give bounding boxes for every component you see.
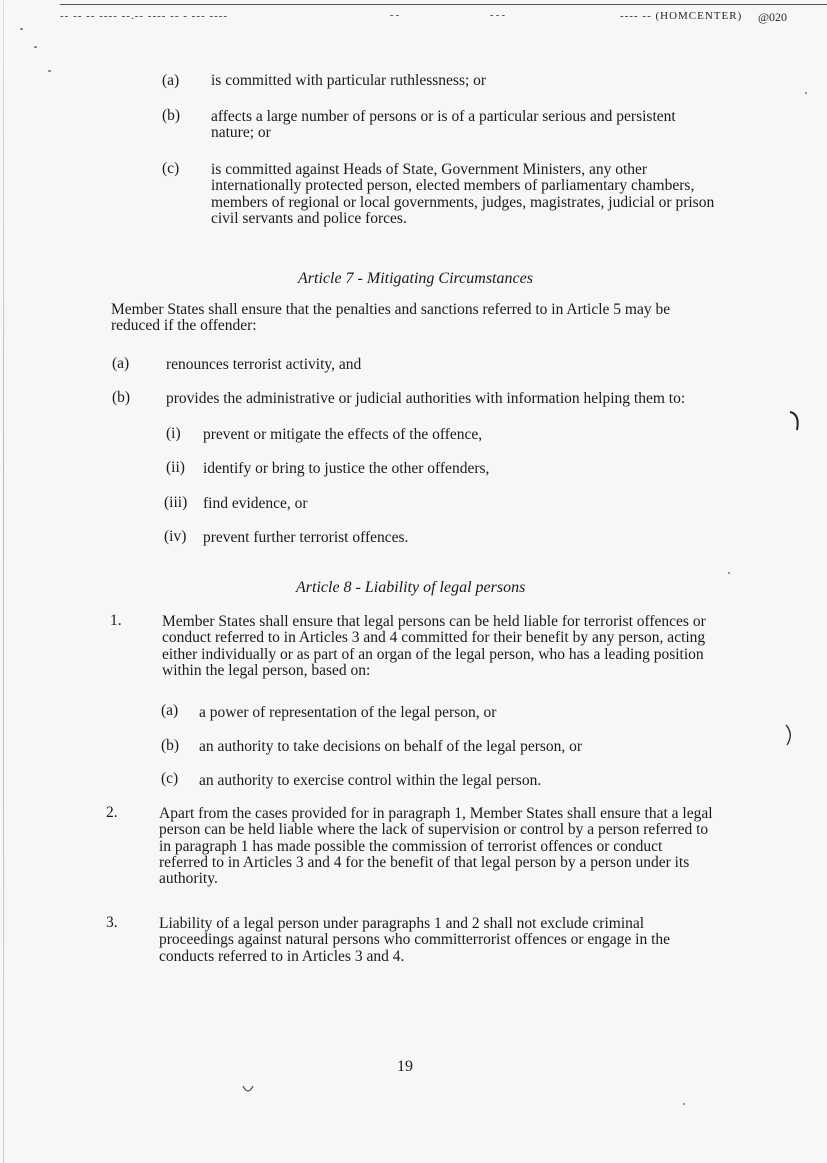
sub-item-label: (iii) bbox=[164, 494, 188, 511]
sub-item-text: prevent further terrorist offences. bbox=[203, 529, 409, 546]
list-item-label: (b) bbox=[162, 107, 181, 124]
fax-header-rule bbox=[60, 4, 827, 5]
list-item-label: (a) bbox=[112, 355, 130, 372]
paragraph-number: 1. bbox=[110, 612, 122, 629]
scan-speck bbox=[683, 1103, 685, 1105]
list-item-text: affects a large number of persons or is of a particular serious and persistent nature; or bbox=[211, 108, 676, 142]
sub-item-label: (c) bbox=[161, 770, 179, 787]
scan-edge bbox=[3, 0, 4, 1163]
list-item-text: renounces terrorist activity, and bbox=[166, 356, 362, 373]
page-number: 19 bbox=[397, 1058, 413, 1075]
list-item-text: provides the administrative or judicial authorities with information helping them to: bbox=[166, 390, 686, 407]
sub-item-label: (i) bbox=[166, 425, 181, 442]
article-7-heading: Article 7 - Mitigating Circumstances bbox=[298, 270, 533, 287]
article-7-intro: Member States shall ensure that the penalties and sanctions referred to in Article 5 may be reduced if the offender: bbox=[111, 301, 671, 335]
scan-mark bbox=[240, 1082, 256, 1096]
list-item-text: is committed against Heads of State, Government Ministers, any other internationally protected person, elected members of parliamentary chambers, members of regional or local governments, judges, magistrates, judicial or prison civil servants and police forces. bbox=[211, 161, 715, 227]
punch-hole-mark bbox=[786, 408, 806, 436]
paragraph-text: Liability of a legal person under paragraphs 1 and 2 shall not exclude criminal proceedings against natural persons who committerrorist offences or engage in the conducts referred to in Articles 3 and 4. bbox=[159, 915, 671, 965]
fax-header-sender: ---- -- (HOMCENTER) bbox=[620, 10, 743, 22]
sub-item-label: (iv) bbox=[164, 528, 187, 545]
punch-hole-mark bbox=[783, 722, 799, 748]
list-item-label: (b) bbox=[112, 389, 131, 406]
sub-item-text: find evidence, or bbox=[203, 495, 308, 512]
fax-header bbox=[60, 4, 800, 26]
scan-speck bbox=[34, 46, 37, 48]
sub-item-label: (ii) bbox=[166, 459, 185, 476]
list-item-label: (a) bbox=[162, 72, 180, 89]
sub-item-label: (b) bbox=[161, 737, 180, 754]
fax-header-mid: - - bbox=[390, 10, 400, 21]
fax-header-left: -- -- -- ---- --.-- ---- -- - --- ---- bbox=[60, 10, 229, 22]
fax-header-page: @020 bbox=[758, 10, 788, 24]
sub-item-text: an authority to exercise control within the legal person. bbox=[199, 772, 542, 789]
sub-item-text: an authority to take decisions on behalf of the legal person, or bbox=[199, 738, 583, 755]
fax-header-mid-2: - - - bbox=[490, 10, 505, 21]
list-item-label: (c) bbox=[162, 160, 180, 177]
scan-speck bbox=[805, 92, 807, 94]
scan-speck bbox=[20, 28, 23, 30]
paragraph-text: Apart from the cases provided for in paragraph 1, Member States shall ensure that a legal person can be held liable where the lack of supervision or control by a person referred to in paragraph 1 has made possible the commission of terrorist offences or conduct referred to in Articles 3 and 4 for the benefit of that legal person by a person under its authority. bbox=[159, 805, 713, 888]
article-8-heading: Article 8 - Liability of legal persons bbox=[296, 579, 526, 596]
scan-speck bbox=[728, 572, 730, 574]
sub-item-text: prevent or mitigate the effects of the offence, bbox=[203, 426, 483, 443]
sub-item-text: a power of representation of the legal person, or bbox=[199, 704, 497, 721]
scan-speck bbox=[48, 70, 51, 72]
sub-item-label: (a) bbox=[161, 702, 179, 719]
paragraph-text: Member States shall ensure that legal persons can be held liable for terrorist offences or conduct referred to in Articles 3 and 4 committed for their benefit by any person, acting either individually or as part of an organ of the legal person, who has a leading position within the legal person, based on: bbox=[162, 613, 706, 679]
paragraph-number: 3. bbox=[106, 914, 118, 931]
paragraph-number: 2. bbox=[106, 804, 118, 821]
sub-item-text: identify or bring to justice the other offenders, bbox=[203, 460, 490, 477]
list-item-text: is committed with particular ruthlessness; or bbox=[211, 72, 487, 89]
